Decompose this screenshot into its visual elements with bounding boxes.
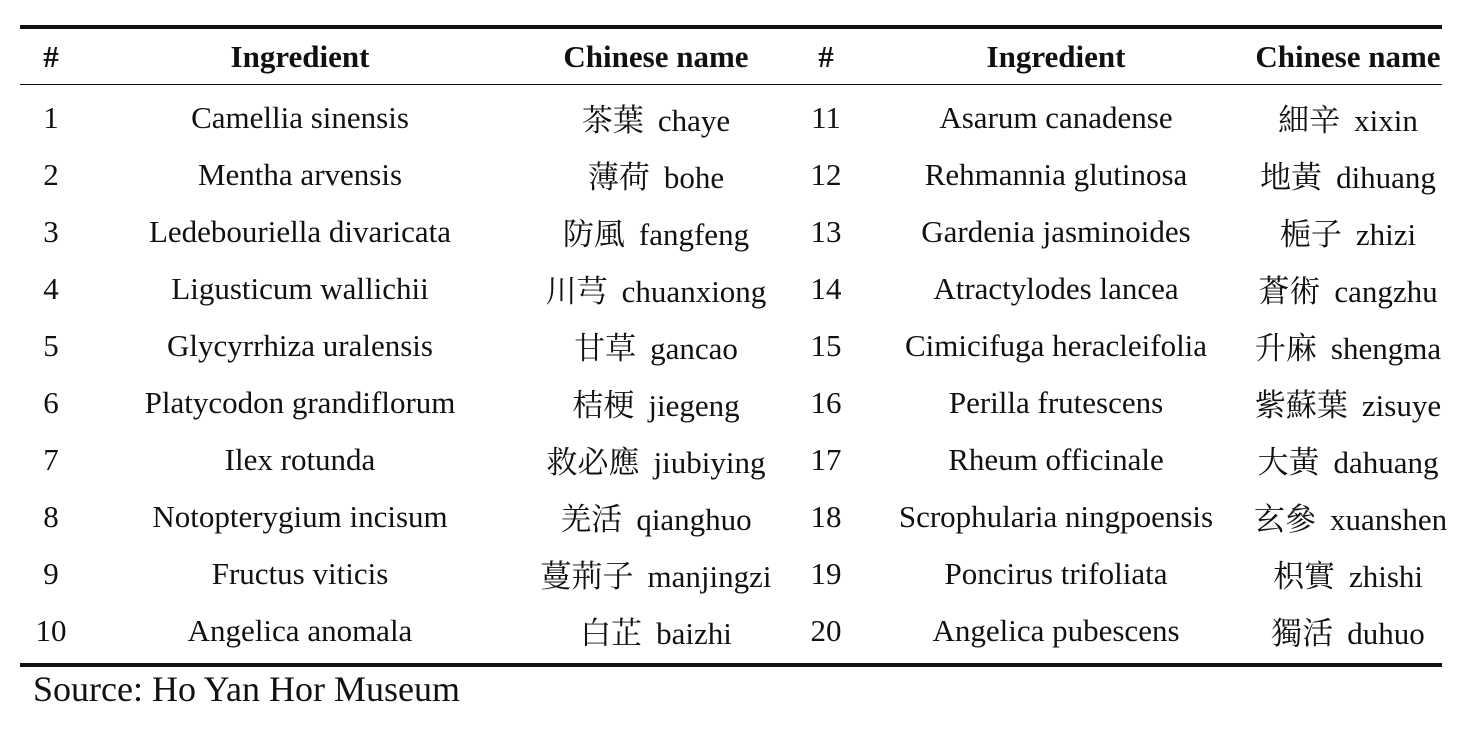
number-cell-right: 12: [810, 156, 842, 192]
pinyin: xuanshen: [1330, 502, 1448, 537]
pinyin: zhizi: [1355, 217, 1417, 252]
chinese-name-cell-right: [1254, 602, 1442, 665]
chinese-name-cell-left: [518, 203, 794, 260]
chinese-name-cell-right: [1254, 85, 1442, 147]
chinese-name-cell-right: [1254, 374, 1442, 431]
pinyin: baizhi: [656, 616, 732, 651]
header-ingredient-right: Ingredient: [986, 38, 1126, 74]
ingredient-cell-right: Rheum officinale: [948, 441, 1164, 477]
number-cell-right: 20: [810, 612, 842, 648]
ingredient-cell-left: Ilex rotunda: [224, 441, 376, 477]
pinyin: zhishi: [1348, 559, 1424, 594]
chinese-name-cell-left: [518, 545, 794, 602]
table-row: [20, 374, 1442, 431]
pinyin: qianghuo: [636, 502, 752, 537]
ingredient-cell-right: Atractylodes lancea: [933, 270, 1179, 306]
number-cell-right: 18: [810, 498, 842, 534]
pinyin: chaye: [657, 103, 731, 138]
ingredient-cell-right: Asarum canadense: [939, 99, 1173, 135]
pinyin: xixin: [1354, 103, 1418, 138]
number-cell-right: 14: [810, 270, 842, 306]
pinyin: fangfeng: [638, 217, 750, 252]
ingredients-table-container: [20, 25, 1448, 667]
ingredient-cell-right: Cimicifuga heracleifolia: [904, 327, 1208, 363]
number-cell-right: 17: [810, 441, 842, 477]
chinese-name-cell-right: [1254, 260, 1442, 317]
ingredient-cell-left: Fructus viticis: [211, 555, 389, 591]
chinese-name-cell-right: [1254, 431, 1442, 488]
table-header: [20, 27, 1442, 85]
number-cell-right: 19: [810, 555, 842, 591]
chinese-characters: 升麻: [1254, 331, 1317, 367]
chinese-characters: 桔梗: [572, 388, 635, 424]
chinese-name-cell-left: [518, 488, 794, 545]
ingredient-cell-left: Glycyrrhiza uralensis: [167, 327, 433, 363]
number-cell-left: 3: [43, 213, 59, 249]
pinyin: jiubiying: [653, 445, 766, 480]
ingredient-cell-left: Notopterygium incisum: [152, 498, 448, 534]
chinese-characters: 蔓荊子: [540, 559, 634, 595]
number-cell-right: 15: [810, 327, 842, 363]
table-row: [20, 203, 1442, 260]
table-row: [20, 602, 1442, 665]
table-row: [20, 146, 1442, 203]
chinese-characters: 薄荷: [587, 160, 650, 196]
ingredient-cell-right: Angelica pubescens: [932, 612, 1180, 648]
ingredient-cell-left: Camellia sinensis: [191, 99, 409, 135]
number-cell-left: 4: [43, 270, 59, 306]
pinyin: dahuang: [1333, 445, 1439, 480]
number-cell-left: 5: [43, 327, 59, 363]
chinese-name-cell-right: [1254, 203, 1442, 260]
pinyin: chuanxiong: [621, 274, 767, 309]
header-ingredient-left: Ingredient: [230, 38, 370, 74]
ingredients-table: [20, 25, 1448, 667]
header-number-left: #: [43, 38, 59, 74]
chinese-characters: 梔子: [1279, 217, 1342, 253]
number-cell-left: 2: [43, 156, 59, 192]
table-row: [20, 431, 1442, 488]
chinese-characters: 地黃: [1260, 160, 1323, 196]
table-row: [20, 545, 1442, 602]
chinese-name-cell-left: [518, 431, 794, 488]
ingredient-cell-right: Rehmannia glutinosa: [924, 156, 1188, 192]
chinese-characters: 羌活: [560, 502, 623, 538]
chinese-characters: 紫蘇葉: [1254, 388, 1348, 424]
table-row: [20, 488, 1442, 545]
pinyin: shengma: [1330, 331, 1442, 366]
pinyin: jiegeng: [648, 388, 740, 423]
pinyin: manjingzi: [647, 559, 772, 594]
ingredient-cell-left: Ligusticum wallichii: [171, 270, 429, 306]
number-cell-right: 16: [810, 384, 842, 420]
chinese-characters: 救必應: [546, 445, 640, 481]
chinese-characters: 防風: [562, 217, 625, 253]
chinese-characters: 大黃: [1257, 445, 1320, 481]
source-note: Source: Ho Yan Hor Museum: [33, 669, 460, 709]
chinese-name-cell-right: [1254, 317, 1442, 374]
ingredient-cell-left: Platycodon grandiflorum: [144, 384, 456, 420]
chinese-name-cell-right: [1254, 488, 1448, 545]
pinyin: duhuo: [1347, 616, 1425, 651]
chinese-characters: 白芷: [580, 616, 643, 652]
chinese-characters: 甘草: [574, 331, 637, 367]
chinese-name-cell-left: [518, 146, 794, 203]
header-chinese-name-left: Chinese name: [563, 38, 749, 74]
number-cell-right: 11: [811, 99, 841, 135]
number-cell-right: 13: [810, 213, 842, 249]
chinese-characters: 枳實: [1272, 559, 1335, 595]
header-chinese-name-right: Chinese name: [1255, 38, 1441, 74]
table-row: [20, 260, 1442, 317]
header-row: [20, 27, 1442, 85]
ingredient-cell-left: Angelica anomala: [187, 612, 413, 648]
number-cell-left: 10: [35, 612, 67, 648]
table-body: [20, 85, 1448, 666]
chinese-characters: 獨活: [1271, 616, 1334, 652]
header-number-right: #: [818, 38, 834, 74]
pinyin: cangzhu: [1334, 274, 1438, 309]
chinese-name-cell-left: [518, 260, 794, 317]
chinese-characters: 細辛: [1278, 103, 1341, 139]
ingredient-cell-right: Perilla frutescens: [948, 384, 1164, 420]
pinyin: gancao: [650, 331, 738, 366]
ingredient-cell-right: Scrophularia ningpoensis: [898, 498, 1214, 534]
ingredient-cell-right: Poncirus trifoliata: [944, 555, 1168, 591]
number-cell-left: 8: [43, 498, 59, 534]
number-cell-left: 9: [43, 555, 59, 591]
number-cell-left: 7: [43, 441, 59, 477]
table-row: [20, 317, 1442, 374]
chinese-name-cell-left: [518, 602, 794, 665]
number-cell-left: 1: [43, 99, 59, 135]
chinese-characters: 玄參: [1254, 502, 1316, 538]
chinese-characters: 川芎: [545, 274, 608, 310]
chinese-characters: 茶葉: [581, 103, 644, 139]
number-cell-left: 6: [43, 384, 59, 420]
chinese-name-cell-left: [518, 374, 794, 431]
table-row: [20, 85, 1442, 147]
chinese-name-cell-left: [518, 85, 794, 147]
chinese-name-cell-right: [1254, 146, 1442, 203]
chinese-name-cell-left: [518, 317, 794, 374]
ingredient-cell-left: Mentha arvensis: [197, 156, 403, 192]
pinyin: zisuye: [1361, 388, 1442, 423]
ingredient-cell-right: Gardenia jasminoides: [921, 213, 1191, 249]
chinese-name-cell-right: [1254, 545, 1442, 602]
chinese-characters: 蒼術: [1258, 274, 1321, 310]
ingredient-cell-left: Ledebouriella divaricata: [148, 213, 452, 249]
pinyin: dihuang: [1336, 160, 1436, 195]
pinyin: bohe: [663, 160, 725, 195]
